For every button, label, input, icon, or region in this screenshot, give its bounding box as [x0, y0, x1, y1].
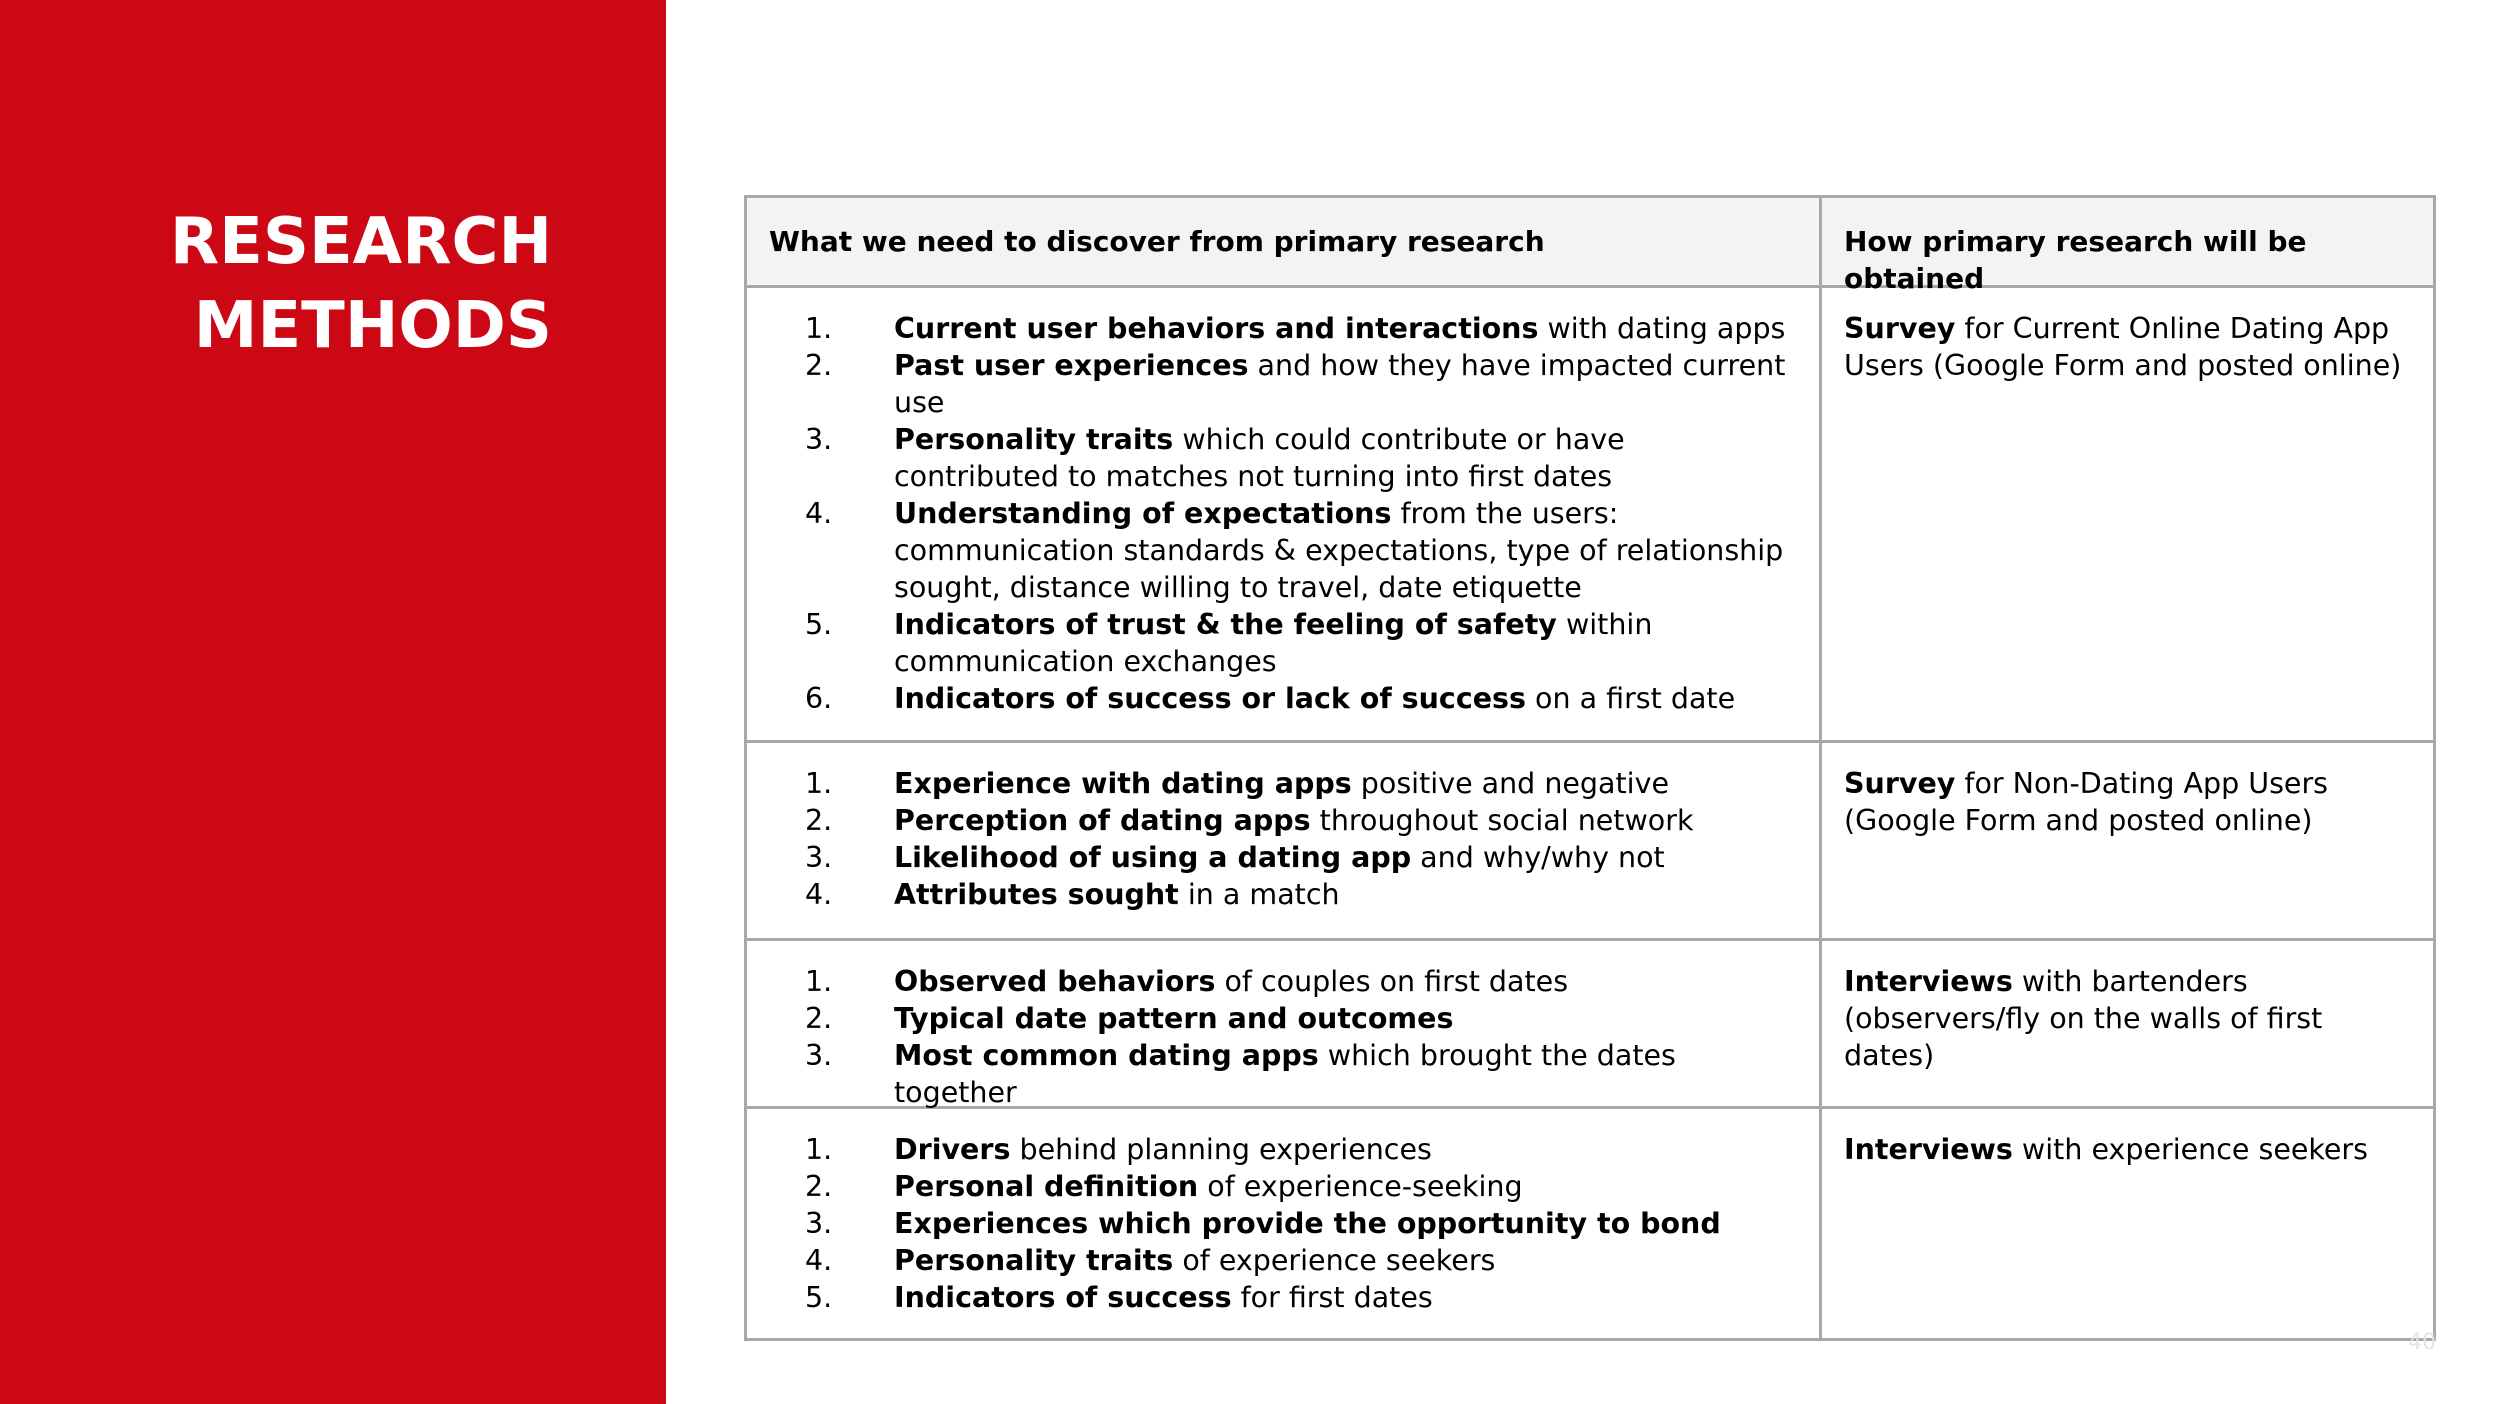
method-type: Survey: [1844, 767, 1956, 800]
method-cell: [1822, 743, 2433, 938]
list-item: [747, 1205, 1819, 1242]
list-number: 2.: [805, 349, 833, 382]
list-item: [747, 606, 1819, 680]
item-detail: of experience-seeking: [1198, 1170, 1523, 1203]
header-obtained: How primary research will be obtained: [1844, 225, 2307, 295]
discover-cell: [747, 941, 1822, 1109]
list-item: [747, 1000, 1819, 1037]
list-item: [747, 1242, 1819, 1279]
list-number: 6.: [805, 682, 833, 715]
list-item: [747, 765, 1819, 802]
list-item: [747, 347, 1819, 421]
item-detail: of experience seekers: [1173, 1244, 1496, 1277]
list-item: [747, 1037, 1819, 1111]
table-row: [747, 740, 2433, 938]
list-item: [747, 876, 1819, 913]
list-item: [747, 680, 1819, 717]
list-number: 3.: [805, 841, 833, 874]
item-key-phrase: Perception of dating apps: [894, 804, 1311, 837]
item-key-phrase: Current user behaviors and interactions: [894, 312, 1539, 345]
item-key-phrase: Experience with dating apps: [894, 767, 1352, 800]
method-detail: for Non-Dating App Users (Google Form and posted online): [1844, 767, 2329, 837]
list-number: 3.: [805, 423, 833, 456]
discover-cell: [747, 1109, 1822, 1338]
item-detail: and why/why not: [1411, 841, 1665, 874]
method-detail: with experience seekers: [2012, 1133, 2368, 1166]
item-key-phrase: Most common dating apps: [894, 1039, 1319, 1072]
list-item: [747, 310, 1819, 347]
title-panel: [0, 0, 666, 1404]
list-number: 2.: [805, 1170, 833, 1203]
list-number: 1.: [805, 1133, 833, 1166]
list-number: 3.: [805, 1207, 833, 1240]
item-detail: for first dates: [1231, 1281, 1433, 1314]
method-type: Interviews: [1844, 1133, 2013, 1166]
list-number: 5.: [805, 608, 833, 641]
list-item: [747, 802, 1819, 839]
table-row: [747, 1106, 2433, 1338]
list-item: [747, 963, 1819, 1000]
item-detail: positive and negative: [1351, 767, 1669, 800]
item-key-phrase: Personality traits: [894, 423, 1174, 456]
item-key-phrase: Understanding of expectations: [894, 497, 1392, 530]
item-detail: on a first date: [1525, 682, 1736, 715]
slide-title-line-2: METHODS: [193, 289, 552, 363]
method-cell: [1822, 1109, 2433, 1338]
item-key-phrase: Experiences which provide the opportunity to bond: [894, 1207, 1721, 1240]
item-detail: from the users: communication standards & expectations, type of relationship sought, distance willing to travel, date etiquette: [894, 497, 1784, 604]
method-type: Interviews: [1844, 965, 2013, 998]
item-detail: and how they have impacted current use: [894, 349, 1786, 419]
item-key-phrase: Personality traits: [894, 1244, 1174, 1277]
list-number: 5.: [805, 1281, 833, 1314]
item-detail: of couples on first dates: [1215, 965, 1569, 998]
list-item: [747, 1279, 1819, 1316]
item-key-phrase: Observed behaviors: [894, 965, 1216, 998]
item-key-phrase: Personal definition: [894, 1170, 1199, 1203]
method-type: Survey: [1844, 312, 1956, 345]
list-number: 2.: [805, 1002, 833, 1035]
item-key-phrase: Drivers: [894, 1133, 1011, 1166]
list-item: [747, 1131, 1819, 1168]
list-item: [747, 495, 1819, 606]
research-methods-table: [744, 195, 2436, 1341]
item-detail: which brought the dates together: [894, 1039, 1676, 1109]
item-key-phrase: Indicators of success or lack of success: [894, 682, 1526, 715]
list-item: [747, 421, 1819, 495]
list-number: 1.: [805, 965, 833, 998]
discover-list: [747, 743, 1819, 913]
method-detail: for Current Online Dating App Users (Google Form and posted online): [1844, 312, 2402, 382]
item-detail: with dating apps: [1538, 312, 1786, 345]
discover-list: [747, 1109, 1819, 1316]
header-discover: What we need to discover from primary research: [747, 198, 1822, 285]
method-cell: [1822, 941, 2433, 1106]
discover-list: [747, 941, 1819, 1111]
discover-cell: [747, 743, 1822, 938]
list-number: 1.: [805, 312, 833, 345]
discover-list: [747, 288, 1819, 717]
discover-cell: [747, 288, 1822, 740]
method-cell: [1822, 288, 2433, 740]
list-number: 4.: [805, 497, 833, 530]
item-detail: in a match: [1178, 878, 1340, 911]
item-detail: which could contribute or have contributed to matches not turning into first dates: [894, 423, 1625, 493]
list-item: [747, 1168, 1819, 1205]
list-number: 1.: [805, 767, 833, 800]
slide-title: [0, 200, 552, 368]
item-key-phrase: Indicators of trust & the feeling of safety: [894, 608, 1557, 641]
table-header-row: [747, 198, 2433, 295]
list-item: [747, 839, 1819, 876]
list-number: 3.: [805, 1039, 833, 1072]
item-detail: behind planning experiences: [1010, 1133, 1432, 1166]
list-number: 4.: [805, 1244, 833, 1277]
method-detail: with bartenders (observers/fly on the walls of first dates): [1844, 965, 2323, 1072]
table-row: [747, 285, 2433, 740]
item-detail: within communication exchanges: [894, 608, 1653, 678]
table-row: [747, 938, 2433, 1109]
list-number: 2.: [805, 804, 833, 837]
page-number: 40: [2408, 1330, 2436, 1355]
slide-title-line-1: RESEARCH: [169, 205, 552, 279]
item-key-phrase: Typical date pattern and outcomes: [894, 1002, 1454, 1035]
list-number: 4.: [805, 878, 833, 911]
item-detail: throughout social network: [1310, 804, 1694, 837]
item-key-phrase: Indicators of success: [894, 1281, 1232, 1314]
item-key-phrase: Attributes sought: [894, 878, 1179, 911]
item-key-phrase: Likelihood of using a dating app: [894, 841, 1412, 874]
item-key-phrase: Past user experiences: [894, 349, 1249, 382]
